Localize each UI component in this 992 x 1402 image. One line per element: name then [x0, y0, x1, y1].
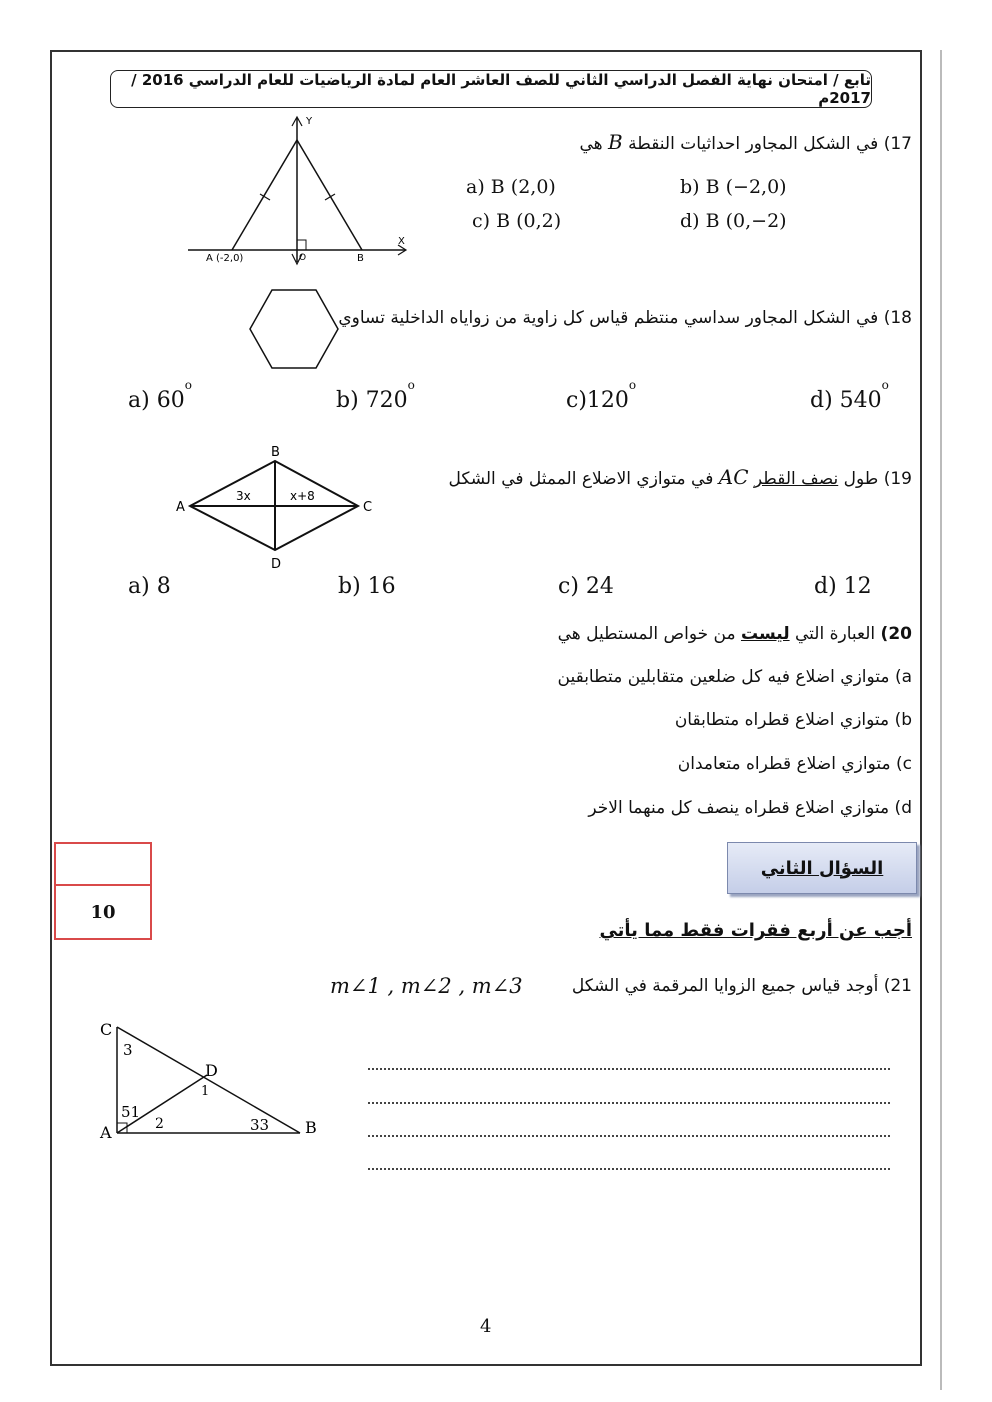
q17-option-b[interactable]: b) B (−2,0) [680, 176, 787, 198]
q20-option-d[interactable]: d) متوازي اضلاع قطراه ينصف كل منهما الاخر [588, 798, 912, 818]
q21-angle-1: 1 [201, 1084, 210, 1099]
q19-c-label: C [363, 500, 373, 515]
answer-line[interactable] [368, 1168, 890, 1170]
page-edge-shadow [940, 50, 942, 1390]
q20-number: 20) [880, 624, 912, 644]
answer-line[interactable] [368, 1068, 890, 1070]
q17-o-label: O [299, 253, 307, 263]
q19-option-d[interactable]: d) 12 [814, 574, 872, 599]
q19-option-c[interactable]: c) 24 [558, 574, 614, 599]
exam-header-title: تابع / امتحان نهاية الفصل الدراسي الثاني للصف العاشر العام لمادة الرياضيات للعام الدراسي 2016 / 2017م [131, 71, 871, 107]
q19-figure [170, 440, 380, 575]
q18-option-b[interactable] [336, 378, 415, 413]
q18-option-c-text: c)120 [566, 388, 629, 413]
q17-y-label: Y [306, 116, 313, 127]
q19-text-end: في متوازي الاضلاع الممثل في الشكل [448, 469, 714, 489]
q21-b-label: B [305, 1118, 317, 1137]
degree-sign: o [407, 378, 415, 392]
q20-text-start: العبارة التي [795, 624, 876, 644]
q19-var: AC [718, 465, 749, 489]
q20-option-b[interactable]: b) متوازي اضلاع قطراه متطابقان [674, 710, 912, 730]
q20-text-underline: ليست [740, 624, 790, 644]
q17-var: B [608, 130, 623, 154]
q18-option-a[interactable] [128, 378, 192, 413]
q21-angle-2: 2 [155, 1116, 164, 1132]
q21-text: أوجد قياس جميع الزوايا المرقمة في الشكل [571, 976, 879, 996]
q18-option-c[interactable] [566, 378, 636, 413]
q21-number: 21) [883, 976, 912, 996]
q17-b-label: B [357, 253, 364, 264]
q21-figure [95, 1015, 325, 1145]
score-box-bottom: 10 [54, 884, 152, 940]
q21-d-label: D [205, 1061, 218, 1080]
q18-text: في الشكل المجاور سداسي منتظم قياس كل زاوية من زواياه الداخلية تساوي [338, 308, 879, 328]
q21-angle-33: 33 [250, 1116, 270, 1134]
q19-left-seg: 3x [236, 489, 251, 503]
q18-option-a-text: a) 60 [128, 388, 185, 413]
q19-a-label: A [176, 500, 185, 515]
degree-sign: o [184, 378, 192, 392]
q17-option-d[interactable]: d) B (0,−2) [680, 210, 787, 232]
q18-option-d[interactable] [810, 378, 889, 413]
q19-text-underline: نصف القطر [753, 469, 839, 489]
answer-line[interactable] [368, 1135, 890, 1137]
q17-number: 17) [883, 134, 912, 154]
q19-text-start: طول [843, 469, 879, 489]
degree-sign: o [628, 378, 637, 392]
q20-option-c[interactable]: c) متوازي اضلاع قطراه متعامدان [677, 754, 912, 774]
q17-text: في الشكل المجاور احداثيات النقطة [628, 134, 879, 154]
question-20 [558, 624, 912, 644]
q21-angle-51: 51 [121, 1103, 141, 1121]
q21-a-label: A [100, 1123, 112, 1142]
q18-number: 18) [883, 308, 912, 328]
question-21 [572, 976, 912, 996]
q19-d-label: D [271, 557, 282, 572]
q17-x-label: X [398, 236, 405, 247]
score-box-top [54, 842, 152, 886]
q19-option-a[interactable]: a) 8 [128, 574, 171, 599]
q19-right-seg: x+8 [290, 489, 315, 503]
q19-option-b[interactable]: b) 16 [338, 574, 396, 599]
question-19 [448, 465, 912, 489]
q21-angle-3: 3 [123, 1041, 133, 1059]
degree-sign: o [881, 378, 889, 392]
page-number: 4 [480, 1316, 492, 1337]
section-2-title: السؤال الثاني [727, 842, 917, 894]
q18-option-d-text: d) 540 [810, 388, 882, 413]
answer-line[interactable] [368, 1102, 890, 1104]
question-18 [338, 308, 912, 328]
exam-header [110, 70, 872, 108]
hexagon-figure [246, 286, 342, 372]
q17-a-label: A (-2,0) [206, 253, 244, 264]
q20-text-end: من خواص المستطيل هي [557, 624, 736, 644]
q21-c-label: C [100, 1020, 113, 1039]
q17-tail: هي [579, 134, 603, 154]
section-2-instruction: أجب عن أربع فقرات فقط مما يأتي [599, 920, 912, 941]
question-17 [579, 130, 912, 154]
q20-option-a[interactable]: a) متوازي اضلاع فيه كل ضلعين متقابلين متطابقين [557, 667, 912, 687]
q21-angles: m∠1 , m∠2 , m∠3 [330, 974, 523, 998]
q17-figure [180, 112, 415, 272]
q19-number: 19) [883, 469, 912, 489]
q19-b-label: B [271, 445, 280, 460]
q18-option-b-text: b) 720 [336, 388, 408, 413]
q17-option-a[interactable]: a) B (2,0) [466, 176, 556, 198]
q17-option-c[interactable]: c) B (0,2) [472, 210, 562, 232]
